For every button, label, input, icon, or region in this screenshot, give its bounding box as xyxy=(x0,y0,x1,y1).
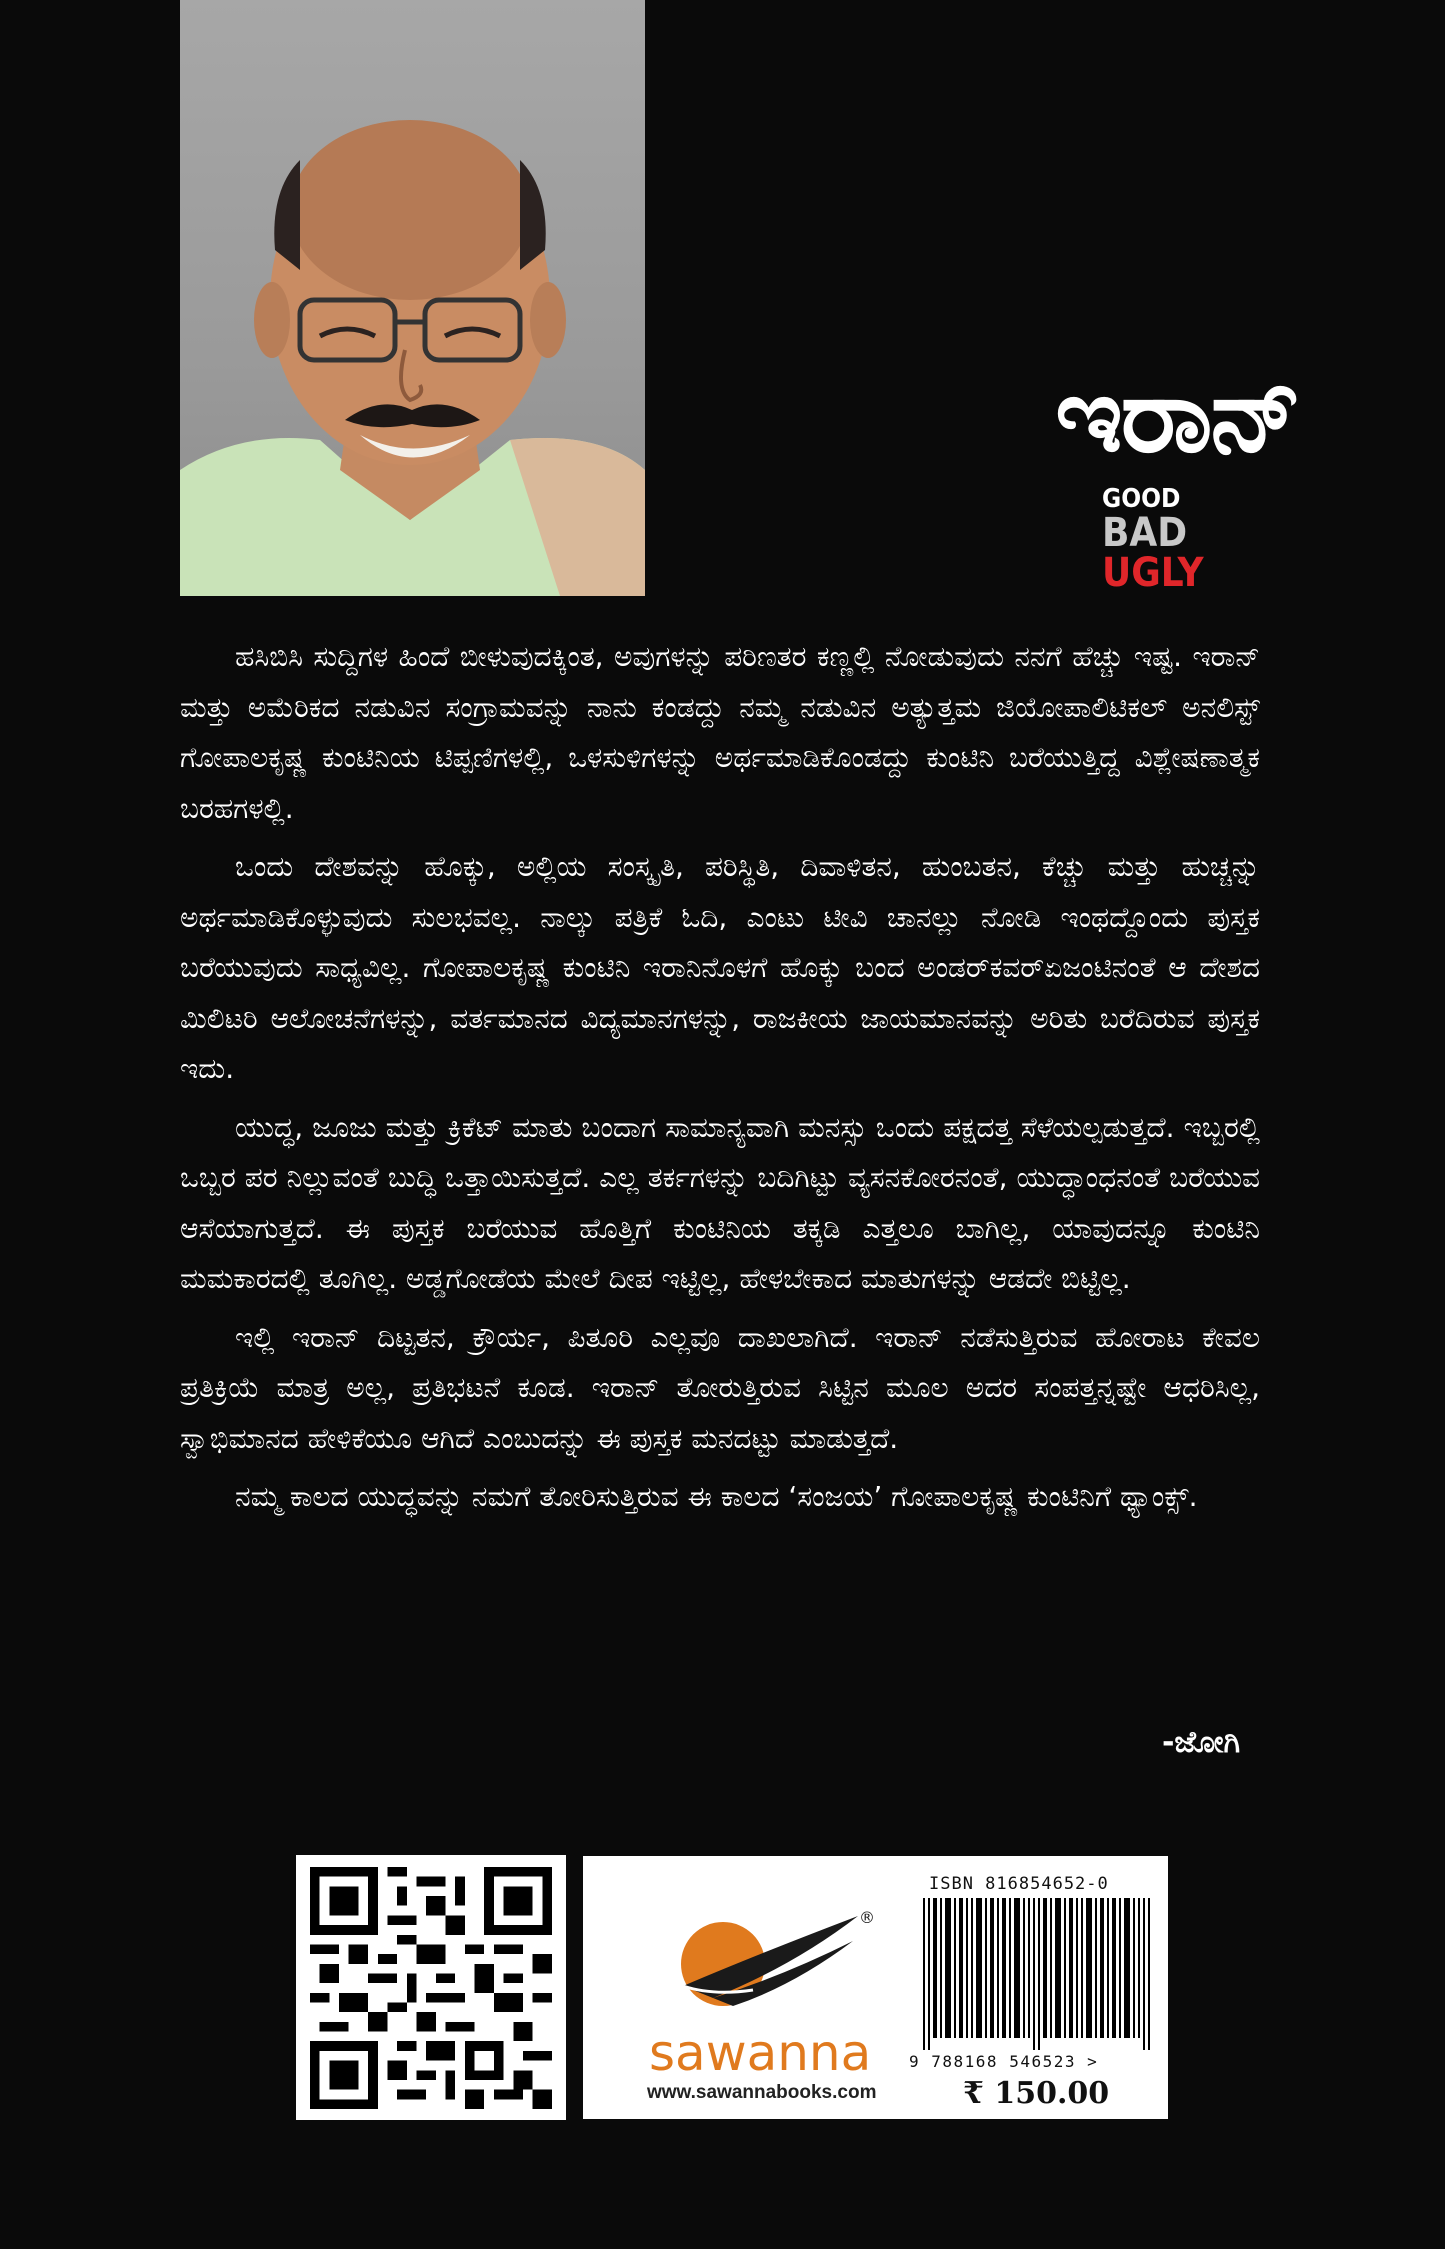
publisher-panel xyxy=(583,1856,1168,2119)
qr-code xyxy=(296,1855,566,2120)
barcode-digits: 9 788168 546523 > xyxy=(909,2052,1099,2071)
subtitle-bad: BAD xyxy=(1102,510,1188,556)
isbn-label: ISBN 816854652-0 xyxy=(929,1874,1109,1894)
blurb-paragraph-4: ಇಲ್ಲಿ ಇರಾನ್ ದಿಟ್ಟತನ, ಕ್ರೌರ್ಯ, ಪಿತೂರಿ ಎಲ್ಲವೂ ದಾಖಲಾಗಿದೆ. ಇರಾನ್ ನಡೆಸುತ್ತಿರುವ ಹೋರಾಟ ಕೇವಲ ಪ್ರತಿಕ್ರಿಯೆ ಮಾತ್ರ ಅಲ್ಲ, ಪ್ರತಿಭಟನೆ ಕೂಡ. ಇರಾನ್ ತೋರುತ್ತಿರುವ ಸಿಟ್ಟಿನ ಮೂಲ ಅದರ ಸಂಪತ್ತನ್ನಷ್ಟೇ ಆಧರಿಸಿಲ್ಲ, ಸ್ವಾಭಿಮಾನದ ಹೇಳಿಕೆಯೂ ಆಗಿದೆ ಎಂಬುದನ್ನು ಈ ಪುಸ್ತಕ ಮನದಟ್ಟು ಮಾಡುತ್ತದೆ. xyxy=(180,1320,1260,1455)
sawanna-bird-logo-icon xyxy=(613,1886,873,2026)
publisher-url: www.sawannabooks.com xyxy=(647,2082,877,2103)
registered-mark: ® xyxy=(859,1908,875,1927)
blurb-paragraph-2: ಒಂದು ದೇಶವನ್ನು ಹೊಕ್ಕು, ಅಲ್ಲಿಯ ಸಂಸ್ಕೃತಿ, ಪರಿಸ್ಥಿತಿ, ದಿವಾಳಿತನ, ಹುಂಬತನ, ಕೆಚ್ಚು ಮತ್ತು ಹುಚ್ಚನ್ನು ಅರ್ಥಮಾಡಿಕೊಳ್ಳುವುದು ಸುಲಭವಲ್ಲ. ನಾಲ್ಕು ಪತ್ರಿಕೆ ಓದಿ, ಎಂಟು ಟೀವಿ ಚಾನಲ್ಲು ನೋಡಿ ಇಂಥದ್ದೊಂದು ಪುಸ್ತಕ ಬರೆಯುವುದು ಸಾಧ್ಯವಿಲ್ಲ. ಗೋಪಾಲಕೃಷ್ಣ ಕುಂಟಿನಿ ಇರಾನಿನೊಳಗೆ ಹೊಕ್ಕು ಬಂದ ಅಂಡರ್‌ಕವರ್‌ಏಜಂಟಿನಂತೆ ಆ ದೇಶದ ಮಿಲಿಟರಿ ಆಲೋಚನೆಗಳನ್ನು, ವರ್ತಮಾನದ ವಿದ್ಯಮಾನಗಳನ್ನು, ರಾಜಕೀಯ ಜಾಯಮಾನವನ್ನು ಅರಿತು ಬರೆದಿರುವ ಪುಸ್ತಕ ಇದು. xyxy=(180,850,1260,1085)
title-block xyxy=(1030,355,1300,595)
blurb-paragraph-5: ನಮ್ಮ ಕಾಲದ ಯುದ್ಧವನ್ನು ನಮಗೆ ತೋರಿಸುತ್ತಿರುವ ಈ ಕಾಲದ ‘ಸಂಜಯ’ ಗೋಪಾಲಕೃಷ್ಣ ಕುಂಟಿನಿಗೆ ಥ್ಯಾಂಕ್ಸ್. xyxy=(235,1480,1198,1513)
blurb-paragraph-3: ಯುದ್ಧ, ಜೂಜು ಮತ್ತು ಕ್ರಿಕೆಟ್ ಮಾತು ಬಂದಾಗ ಸಾಮಾನ್ಯವಾಗಿ ಮನಸ್ಸು ಒಂದು ಪಕ್ಷದತ್ತ ಸೆಳೆಯಲ್ಪಡುತ್ತದೆ. ಇಬ್ಬರಲ್ಲಿ ಒಬ್ಬರ ಪರ ನಿಲ್ಲುವಂತೆ ಬುದ್ಧಿ ಒತ್ತಾಯಿಸುತ್ತದೆ. ಎಲ್ಲ ತರ್ಕಗಳನ್ನು ಬದಿಗಿಟ್ಟು ವ್ಯಸನಕೋರನಂತೆ, ಯುದ್ಧಾಂಧನಂತೆ ಬರೆಯುವ ಆಸೆಯಾಗುತ್ತದೆ. ಈ ಪುಸ್ತಕ ಬರೆಯುವ ಹೊತ್ತಿಗೆ ಕುಂಟಿನಿಯ ತಕ್ಕಡಿ ಎತ್ತಲೂ ಬಾಗಿಲ್ಲ, ಯಾವುದನ್ನೂ ಕುಂಟಿನಿ ಮಮಕಾರದಲ್ಲಿ ತೂಗಿಲ್ಲ. ಅಡ್ಡಗೋಡೆಯ ಮೇಲೆ ದೀಪ ಇಟ್ಟಿಲ್ಲ, ಹೇಳಬೇಕಾದ ಮಾತುಗಳನ್ನು ಆಡದೇ ಬಿಟ್ಟಿಲ್ಲ. xyxy=(180,1110,1260,1295)
author-photo xyxy=(180,0,645,596)
subtitle-good: GOOD xyxy=(1102,484,1181,514)
publisher-name: sawanna xyxy=(649,2024,872,2082)
price: ₹ 150.00 xyxy=(963,2076,1110,2111)
blurb-paragraph-1: ಹಸಿಬಿಸಿ ಸುದ್ದಿಗಳ ಹಿಂದೆ ಬೀಳುವುದಕ್ಕಿಂತ, ಅವುಗಳನ್ನು ಪರಿಣತರ ಕಣ್ಣಲ್ಲಿ ನೋಡುವುದು ನನಗೆ ಹೆಚ್ಚು ಇಷ್ಟ. ಇರಾನ್ ಮತ್ತು ಅಮೆರಿಕದ ನಡುವಿನ ಸಂಗ್ರಾಮವನ್ನು ನಾನು ಕಂಡದ್ದು ನಮ್ಮ ನಡುವಿನ ಅತ್ಯುತ್ತಮ ಜಿಯೋಪಾಲಿಟಿಕಲ್ ಅನಲಿಸ್ಟ್ ಗೋಪಾಲಕೃಷ್ಣ ಕುಂಟಿನಿಯ ಟಿಪ್ಪಣಿಗಳಲ್ಲಿ, ಒಳಸುಳಿಗಳನ್ನು ಅರ್ಥಮಾಡಿಕೊಂಡದ್ದು ಕುಂಟಿನಿ ಬರೆಯುತ್ತಿದ್ದ ವಿಶ್ಲೇಷಣಾತ್ಮಕ ಬರಹಗಳಲ್ಲಿ. xyxy=(180,640,1260,825)
blurb-text xyxy=(180,632,1260,1531)
publisher-logo xyxy=(613,1886,877,2103)
barcode-icon xyxy=(923,1898,1158,2050)
qr-code-icon xyxy=(310,1867,552,2109)
signature: -ಜೋಗಿ xyxy=(1161,1725,1240,1760)
author-portrait-illustration xyxy=(180,0,645,596)
book-title: ಇರಾನ್ xyxy=(1055,354,1300,476)
subtitle-ugly: UGLY xyxy=(1102,550,1204,596)
